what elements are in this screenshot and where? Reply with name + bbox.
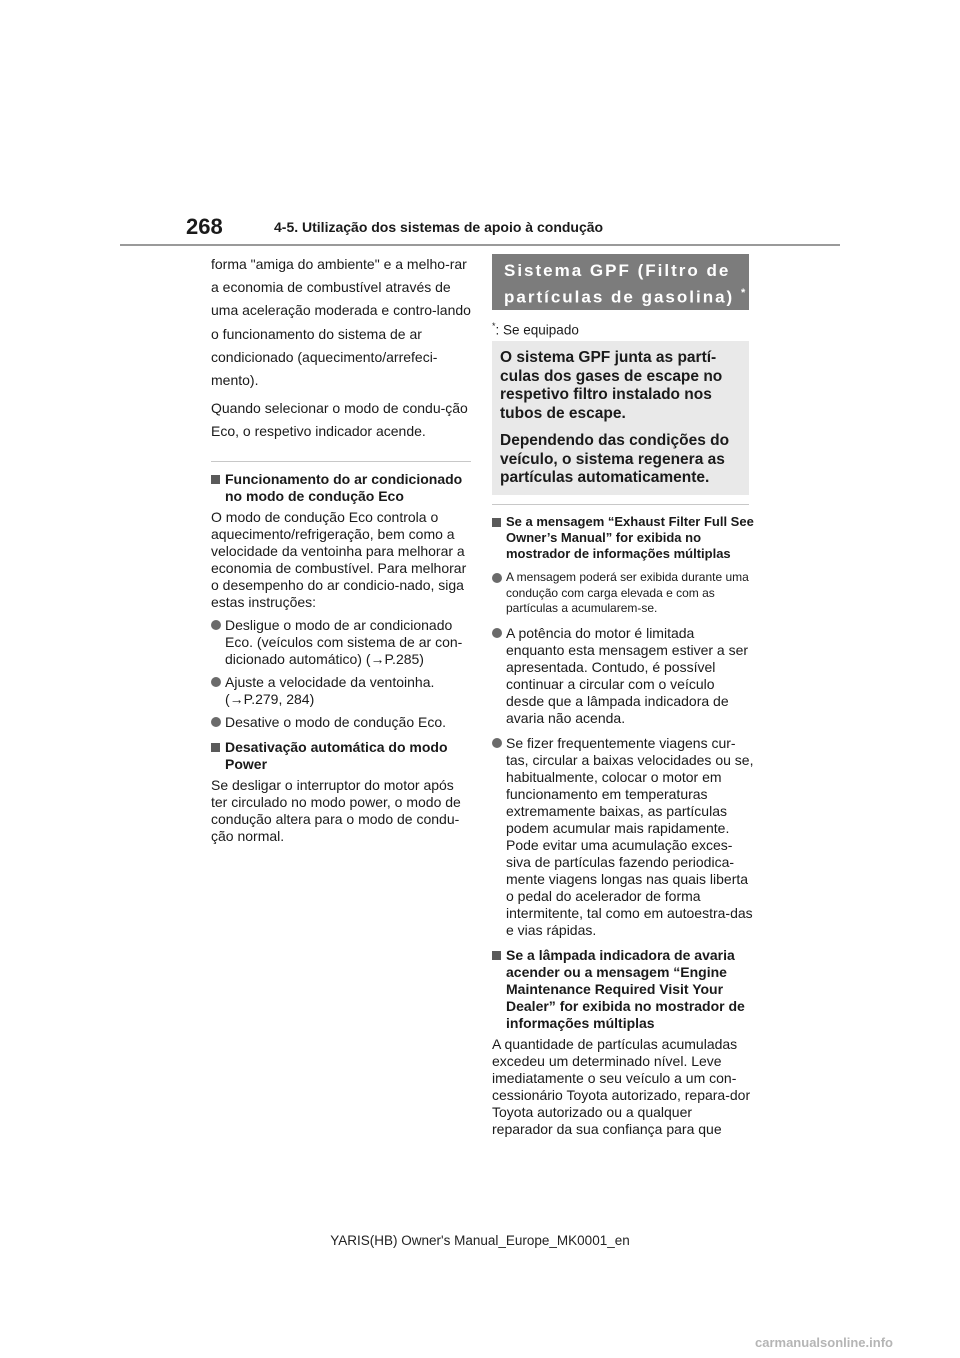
summary-box <box>492 341 749 495</box>
subheading-malfunction-lamp <box>492 947 754 1032</box>
square-bullet-icon <box>492 518 501 527</box>
footnote-text: : Se equipado <box>495 322 579 338</box>
gpf-section-title: Sistema GPF (Filtro de partículas de gasolina) <box>504 261 735 307</box>
list-item-text: Se fizer frequentemente viagens cur-tas, circular a baixas velocidades ou se, habitualmente, colocar o motor em funcionamento em temperaturas extremamente baixas, as partículas podem acumular mais rapidamente. Pode evitar uma acumulação exces-siva de partículas fazendo periodica-mente viagens longas nas quais liberta o pedal do acelerador de forma intermitente, tal como em autoestra-das e vias rápidas. <box>506 734 754 938</box>
subheading-eco-ac-text: Funcionamento do ar condicionado no modo de condução Eco <box>225 470 463 504</box>
square-bullet-icon <box>211 743 220 752</box>
watermark: carmanualsonline.info <box>755 1335 893 1350</box>
list-item <box>211 617 471 668</box>
subheading-malfunction-lamp-text: Se a lâmpada indicadora de avaria acender ou a mensagem “Engine Maintenance Required Visit Your Dealer” for exibida no mostrador de informações múltiplas <box>506 946 745 1031</box>
section-divider <box>211 461 471 462</box>
eco-ac-body: O modo de condução Eco controla o aquecimento/refrigeração, bem como a velocidade da ventoinha para melhorar a economia de combustível. Para melhorar o desempenho do ar condicio-nado, siga estas instruções: <box>211 508 467 610</box>
list-item-text: Ajuste a velocidade da ventoinha. (→P.279, 284) <box>225 673 435 707</box>
square-bullet-icon <box>211 475 220 484</box>
list-item-text: Desative o modo de condução Eco. <box>225 713 447 730</box>
round-bullet-icon <box>492 573 502 583</box>
subheading-exhaust-filter <box>492 514 754 562</box>
subheading-power-mode <box>211 739 471 773</box>
list-item-text: A mensagem poderá ser exibida durante uma condução com carga elevada e com as partículas a acumularem-se. <box>506 570 749 615</box>
left-column <box>211 253 471 845</box>
round-bullet-icon <box>492 628 502 638</box>
manual-footer: YARIS(HB) Owner's Manual_Europe_MK0001_en <box>330 1233 630 1248</box>
gpf-section-header <box>492 254 749 310</box>
gpf-asterisk: * <box>740 287 746 299</box>
section-divider <box>492 504 749 505</box>
intro-paragraph: forma "amiga do ambiente" e a melho-rar a economia de combustível através de uma aceleração moderada e contro-lando o funcionamento do sistema de ar condicionado (aquecimento/arrefeci-mento). <box>211 256 471 389</box>
list-item-text: A potência do motor é limitada enquanto esta mensagem estiver a ser apresentada. Contudo, é possível continuar a circular com o veículo desde que a lâmpada indicadora de avaria não acenda. <box>506 624 749 726</box>
section-title: 4-5. Utilização dos sistemas de apoio à condução <box>274 219 604 235</box>
round-bullet-icon <box>211 620 221 630</box>
round-bullet-icon <box>492 738 502 748</box>
footnote-mark: * <box>492 321 496 331</box>
subheading-exhaust-filter-text: Se a mensagem “Exhaust Filter Full See Owner’s Manual” for exibida no mostrador de informações múltiplas <box>506 514 754 561</box>
subheading-eco-ac <box>211 471 471 505</box>
list-item <box>211 674 471 708</box>
summary-text-1: O sistema GPF junta as partí-culas dos gases de escape no respetivo filtro instalado nos tubos de escape. <box>500 349 723 422</box>
list-item <box>492 735 754 939</box>
summary-text-2: Dependendo das condições do veículo, o sistema regenera as partículas automaticamente. <box>500 432 730 486</box>
list-item-text: Desligue o modo de ar condicionado Eco. (veículos com sistema de ar con-dicionado automático) (→P.285) <box>225 616 463 667</box>
square-bullet-icon <box>492 951 501 960</box>
round-bullet-icon <box>211 717 221 727</box>
malfunction-lamp-body: A quantidade de partículas acumuladas excedeu um determinado nível. Leve imediatamente o seu veículo a um con-cessionário Toyota autorizado, repara-dor Toyota autorizado ou a qualquer reparador da sua confiança para que <box>492 1035 751 1137</box>
footnote <box>492 321 579 338</box>
header-rule <box>120 244 840 246</box>
list-item <box>492 570 754 617</box>
subheading-power-mode-text: Desativação automática do modo Power <box>225 738 448 772</box>
power-mode-body: Se desligar o interruptor do motor após ter circulado no modo power, o modo de condução altera para o modo de condu-ção normal. <box>211 776 461 844</box>
page-number: 268 <box>186 214 223 239</box>
eco-indicator-paragraph: Quando selecionar o modo de condu-ção Eco, o respetivo indicador acende. <box>211 400 468 440</box>
round-bullet-icon <box>211 677 221 687</box>
list-item <box>492 625 754 727</box>
right-column <box>492 514 754 1138</box>
list-item <box>211 714 471 731</box>
